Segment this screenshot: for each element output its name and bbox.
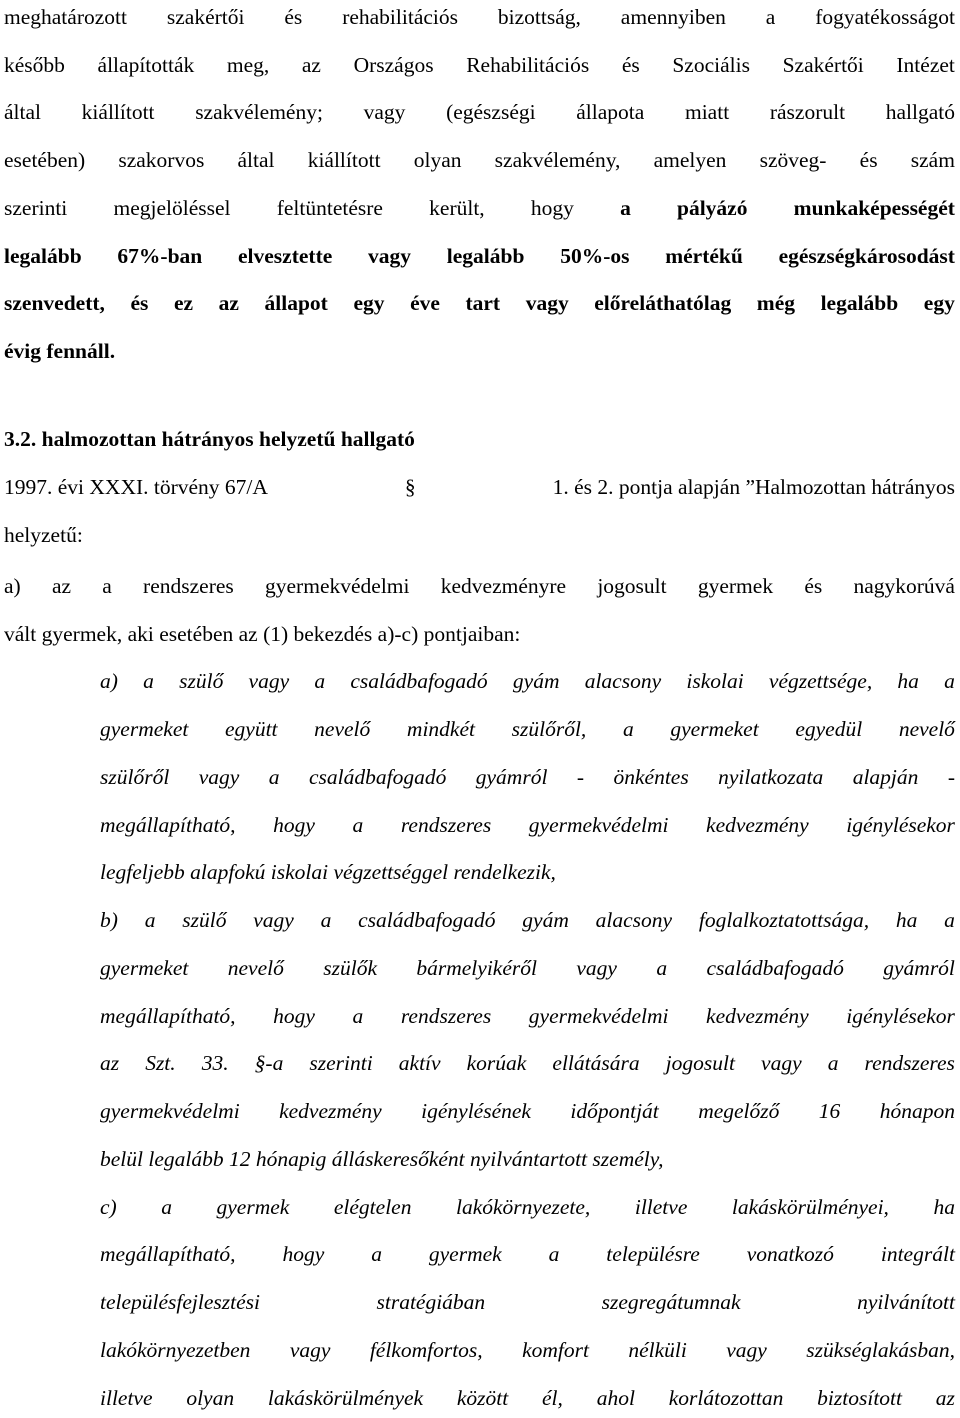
word: szülők [323,956,377,980]
word: a [161,1195,172,1219]
word: kedvezmény [279,1099,382,1123]
word: az [218,291,239,315]
word: a [622,717,634,741]
word: nagykorúvá [853,574,955,598]
word: és [621,53,640,77]
word: fogyatékosságot [815,5,955,29]
word: vagy [761,1051,802,1075]
word: a [102,574,112,598]
word: ha [897,669,919,693]
word: miatt [684,100,730,124]
word: él, [542,1386,563,1410]
word: c) [100,1195,117,1219]
word: - [576,765,585,789]
word: §-a [254,1051,284,1075]
word: vagy [248,669,290,693]
word: családbafogadó [706,956,844,980]
list-item-b-line [100,1096,955,1126]
word: amennyiben [620,5,726,29]
paragraph-line-bold: évig fennáll. [4,339,116,363]
word: az [51,574,72,598]
word: ha [933,1195,955,1219]
word: a [268,765,280,789]
word: vagy [525,291,569,315]
word: legalább [4,244,82,268]
word: gyermeket [670,717,759,741]
word: szerinti [309,1051,373,1075]
word: korlátozottan [668,1386,784,1410]
word: nyilvánított [857,1290,955,1314]
word: gyermeket [100,956,189,980]
word: a) [4,574,21,598]
word: gyámról [475,765,548,789]
word: Szakértői [782,53,864,77]
word: feltüntetésre [276,196,383,220]
word: alacsony [584,669,662,693]
word: Szociális [672,53,750,77]
word: gyermekvédelmi [528,813,669,837]
paragraph-line: vált gyermek, aki esetében az (1) bekezdés a)-c) pontjaiban: [4,622,521,646]
word: megjelöléssel [113,196,231,220]
word: egy [923,291,955,315]
word: vagy [253,908,294,932]
word: rászorult [769,100,846,124]
word: legalább [446,244,525,268]
word: rehabilitációs [342,5,459,29]
word: nyilatkozata [718,765,824,789]
word: Intézet [896,53,955,77]
list-item-a-line [100,714,955,744]
word: elégtelen [333,1195,412,1219]
word: lakókörnyezete, [456,1195,591,1219]
word: vagy [289,1338,331,1362]
word: bármelyikéről [416,956,537,980]
word: lakókörnyezetben [100,1338,251,1362]
word: által [237,148,275,172]
word: biztosított [817,1386,902,1410]
word: önkéntes [613,765,689,789]
paragraph-line [4,571,955,601]
word: - [947,765,955,789]
word: integrált [880,1242,955,1266]
word: olyan [413,148,462,172]
list-item-b-line [100,1001,955,1031]
word: alacsony [595,908,673,932]
word: a [143,669,154,693]
word: szülőről, [511,717,587,741]
word: kiállított [307,148,381,172]
list-item-b-line [100,905,955,935]
word: félkomfortos, [369,1338,483,1362]
word: illetve [100,1386,153,1410]
word: egészségkárosodást [778,244,955,268]
word-bold: a [620,196,631,220]
list-item-a-line: legfeljebb alapfokú iskolai végzettséggel rendelkezik, [100,860,556,884]
word: Szt. [145,1051,176,1075]
list-item-b-line [100,1048,955,1078]
word: vonatkozó [746,1242,834,1266]
word: és [130,291,149,315]
word: bizottság, [497,5,581,29]
word: iskolai [686,669,744,693]
word: lakáskörülményei, [731,1195,889,1219]
word: kiállított [81,100,155,124]
word: olyan [186,1386,235,1410]
word: a [314,669,326,693]
word: hogy [273,813,315,837]
word: gyermek [428,1242,502,1266]
paragraph-line [4,97,955,127]
word: szakértői [166,5,245,29]
word: rendszeres [864,1051,955,1075]
word: állapították [97,53,195,77]
word: szakorvos [118,148,205,172]
word: és [284,5,303,29]
word: a [827,1051,839,1075]
word: hogy [530,196,574,220]
word: amelyen [653,148,727,172]
word: a [944,908,955,932]
list-item-a-line [100,666,955,696]
word-bold: pályázó [677,196,748,220]
word: gyermeket [100,717,189,741]
word: 50%-os [560,244,630,268]
word: igénylésének [421,1099,531,1123]
paragraph-line-mixed [4,193,955,223]
word: gyám [522,908,569,932]
list-item-c-line [100,1383,955,1413]
word: esetében) [4,148,86,172]
word: 16 [818,1099,841,1123]
word: a [371,1242,382,1266]
word: az [935,1386,955,1410]
word: családbafogadó [350,669,488,693]
word: vagy [363,100,406,124]
word: még [756,291,795,315]
word: jogosult [665,1051,735,1075]
word: vagy [726,1338,767,1362]
word: időpontját [570,1099,659,1123]
word: nevelő [227,956,284,980]
list-item-b-line: belül legalább 12 hónapig álláskeresőként nyilvántartott személy, [100,1147,664,1171]
word: igénylésekor [846,813,955,837]
word: gyermekvédelmi [265,574,410,598]
word: stratégiában [376,1290,486,1314]
word: szülő [182,908,227,932]
word: tart [465,291,501,315]
word: hónapon [879,1099,955,1123]
list-item-c-line [100,1287,955,1317]
word: szegregátumnak [601,1290,741,1314]
word: (egészségi [446,100,536,124]
word: rendszeres [400,1004,492,1028]
law-reference-text: 1997. évi XXXI. törvény 67/A [4,475,268,499]
word: a [765,5,776,29]
word: vagy [198,765,240,789]
word: szám [910,148,955,172]
word: b) [100,908,118,932]
word: mindkét [406,717,475,741]
list-item-c-line [100,1192,955,1222]
paragraph-line [4,145,955,175]
law-reference-text: 1. és 2. pontja alapján ”Halmozottan hátrányos [552,475,955,499]
word: gyámról [883,956,955,980]
word: a) [100,669,118,693]
list-item-c-line [100,1335,955,1365]
word: vagy [576,956,617,980]
paragraph-line-bold [4,288,955,318]
word: nevelő [898,717,955,741]
word: a [320,908,332,932]
word: éve [410,291,440,315]
word: jogosult [597,574,667,598]
word: hogy [282,1242,325,1266]
word: megállapítható, [100,813,236,837]
word: családbafogadó [358,908,496,932]
word: meg, [226,53,270,77]
word: együtt [224,717,278,741]
word: komfort [522,1338,589,1362]
word: szenvedett, [4,291,105,315]
word: a [144,908,156,932]
list-item-a-line [100,762,955,792]
word: elvesztette [237,244,333,268]
word: szerinti [4,196,68,220]
word: ez [173,291,194,315]
word: ahol [596,1386,635,1410]
word: egy [353,291,385,315]
word: állapot [264,291,328,315]
word: állapota [576,100,645,124]
word: szülő [179,669,224,693]
word: Országos [353,53,434,77]
word: 67%-ban [117,244,203,268]
word: a [944,669,955,693]
word: egyedül [795,717,863,741]
word: és [859,148,878,172]
word: korúak [466,1051,527,1075]
word: Rehabilitációs [466,53,590,77]
word: hogy [273,1004,315,1028]
word: a [548,1242,560,1266]
section-sign: § [404,475,416,499]
word: végzettsége, [768,669,873,693]
paragraph-line [4,50,955,80]
word: szakvélemény; [195,100,323,124]
word: foglalkoztatottsága, [698,908,870,932]
word: ha [895,908,918,932]
list-item-a-line [100,810,955,840]
paragraph-line-law-reference [4,472,955,502]
word: került, [429,196,485,220]
word: lakáskörülmények [267,1386,424,1410]
word: szöveg- [759,148,827,172]
word: gyermek [216,1195,290,1219]
word: településre [606,1242,700,1266]
word: később [4,53,65,77]
word: ellátására [552,1051,640,1075]
word-bold: munkaképességét [793,196,955,220]
word: gyermek [697,574,774,598]
word: vagy [368,244,412,268]
word: igénylésekor [846,1004,955,1028]
word: szükséglakásban, [806,1338,955,1362]
word: aktív [398,1051,441,1075]
word: településfejlesztési [100,1290,261,1314]
word: megállapítható, [100,1004,236,1028]
word: kedvezmény [706,1004,809,1028]
paragraph-line: helyzetű: [4,523,83,547]
word: legalább [820,291,899,315]
list-item-b-line [100,953,955,983]
word: az [100,1051,120,1075]
word: nevelő [314,717,371,741]
word: a [352,1004,364,1028]
word: rendszeres [143,574,234,598]
paragraph-line [4,2,955,32]
word: szülőről [100,765,170,789]
word: gyám [512,669,560,693]
word: kedvezményre [440,574,567,598]
word: az [301,53,321,77]
word: megelőző [698,1099,780,1123]
word: nélküli [628,1338,687,1362]
word: kedvezmény [706,813,809,837]
word: alapján [852,765,919,789]
paragraph-line-bold [4,241,955,271]
word: mértékű [665,244,743,268]
word: gyermekvédelmi [528,1004,669,1028]
word: hallgató [885,100,955,124]
word: a [352,813,364,837]
word: rendszeres [400,813,492,837]
list-item-c-line [100,1239,955,1269]
word: előreláthatólag [594,291,732,315]
word: által [4,100,42,124]
word: családbafogadó [308,765,447,789]
word: a [656,956,668,980]
word: között [456,1386,509,1410]
word: megállapítható, [100,1242,236,1266]
word: meghatározott [4,5,127,29]
word: illetve [634,1195,688,1219]
section-heading: 3.2. halmozottan hátrányos helyzetű hallgató [4,427,415,451]
word: és [804,574,823,598]
word: gyermekvédelmi [100,1099,240,1123]
word: szakvélemény, [494,148,621,172]
word: 33. [201,1051,229,1075]
